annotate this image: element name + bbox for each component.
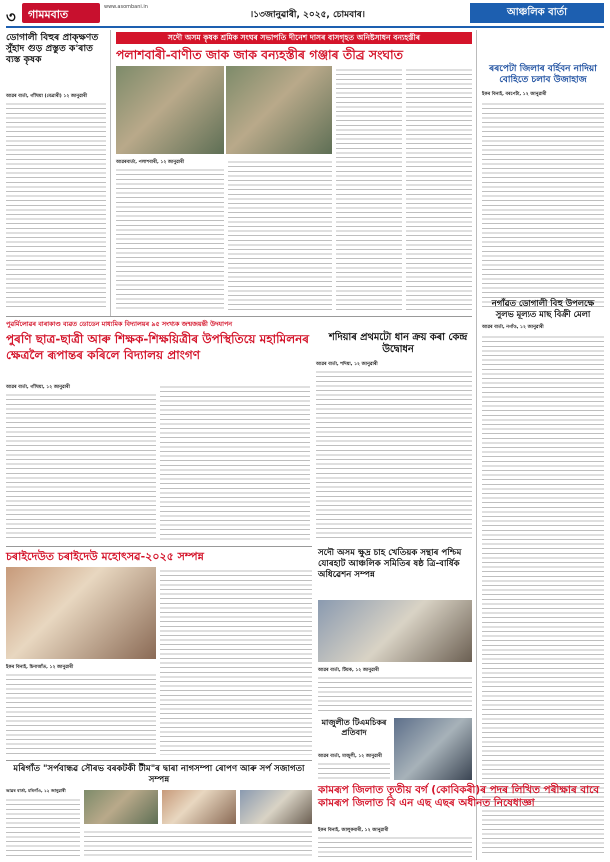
festival-photo (6, 567, 156, 659)
festival-story-body-col1 (6, 671, 156, 755)
masthead-name: গামমবাত (28, 8, 69, 21)
right-mid-body (482, 333, 604, 543)
website-url: www.asombani.in (104, 4, 148, 10)
right-mid-headline: নগাঁৱত ডোগালী বিহু উপলক্ষে সুলভ মূল্যত মাছ বিক্ৰী মেলা (491, 298, 595, 319)
exam-story-headline: কামৰূপ জিলাত তৃতীয় বৰ্গ (কোবিকৰী)ৰ পদৰ লিখিত পৰীক্ষাৰ বাবে কামৰূপ জিলাত বি এন এছ এছৰ অধীনত নিষেধাজ্ঞা (318, 784, 600, 809)
page-number: ৩ (6, 8, 16, 26)
masthead-logo (22, 3, 100, 23)
tea-story-headline: সদৌ অসম ক্ষুদ্ৰ চাহ খেতিয়ক সন্থাৰ পশ্চিম যোৰহাট আঞ্চলিক সমিতিৰ ষষ্ঠ ত্ৰি-বাৰ্ষিক অধিৱেশন সম্পন্ন (318, 548, 462, 580)
right-top-headline: ৰৰপেটা জিলাৰ বৰ্হিবন নাদিয়া বোহিতে চলাব উজাহাজ (489, 64, 597, 85)
header-rule (6, 26, 604, 28)
snake-story-byline: আৱৰ বাৰ্তা, মৰিগাঁও, ১২ জানুৱাৰী (6, 788, 66, 793)
festival-story-body-col2 (160, 567, 312, 755)
top-story-body-col2 (228, 158, 332, 310)
snake-event-photo-1 (84, 790, 158, 824)
school-story-kicker: পুৱৰ্মিলোৱৰ বাৰাকাণ্ড ব্যৱত ডোডেন মাধ্যমিক বিদ্যালয়ৰ ৯৫ সংখ্যক জন্মজয়ন্তী উদযাপন (6, 320, 233, 328)
snake-story-body (6, 796, 80, 856)
school-story-headline: পুৰণি ছাত্ৰ-ছাত্ৰী আৰু শিক্ষক-শিক্ষয়িত্ৰীৰ উপস্থিতিয়ে মহামিলনৰ ক্ষেত্ৰলৈ ৰূপান্তৰ কৰিলে বিদ্যালয় প্ৰাংগণ (6, 332, 310, 362)
festival-story-byline: ইকৰ বিনাই, চিনাআঁত, ১২ জানুৱাৰী (6, 665, 74, 670)
elephant-photo (116, 66, 224, 154)
tea-story-body (318, 674, 472, 714)
top-story-kicker: সদৌ অসম কৃষক শ্ৰমিক সংঘৰ সভাপতি দীনেশ দাসৰ বাসগৃহত অনিষ্টসাধন বন্যহস্তীৰ (116, 32, 472, 44)
page-header (0, 0, 610, 26)
tea-meeting-photo (318, 600, 472, 662)
right-top-byline: ইকৰ বিনাই, বৰপেটা, ১২ জানুৱাৰী (482, 92, 547, 97)
exam-story-byline: ইকৰ বিনাই, জালুকবাৰী, ১২ জানুৱাৰী (318, 828, 389, 833)
majuli-story-byline: আৱৰ বাৰ্তা, মাজুলী, ১২ জানুৱাৰী (318, 754, 382, 759)
snake-story-body-2 (84, 828, 312, 856)
left-story-headline: ডোগালী বিহুৰ প্ৰাক্‌ক্ষণত সুঁহাদ গুড় প্ৰস্তুত ক'ৰাত ব্যস্ত কৃষক (6, 32, 99, 65)
left-story-body (6, 100, 106, 310)
majuli-story-headline: মাজুলীত টিএমচিকৰ প্ৰতিবাদ (321, 718, 387, 737)
right-column-divider (476, 30, 477, 860)
top-story-body-col1 (116, 166, 224, 310)
paddy-story-body (316, 368, 472, 538)
protest-photo (394, 718, 472, 780)
top-story-body-col4 (406, 66, 472, 310)
snake-event-photo-2 (162, 790, 236, 824)
majuli-story-body (318, 760, 390, 780)
snake-story-headline: মৰিগাঁত "সৰ্পবান্ধৱ সৌৰভ বৰকটকী টীম"ৰ দ্বাৰা নাগসম্পা ৰোপণ আৰু সৰ্প সজাগতা সম্পন্ন (13, 764, 305, 785)
section-divider-3 (6, 760, 312, 761)
section-divider (6, 316, 472, 317)
exam-story-body (318, 834, 472, 858)
top-story-byline: আৱৰবাৰ্তা, পলাশবাৰী, ১২ জানুৱাৰী (116, 160, 185, 165)
school-story-byline: আৱৰ বাৰ্তা, গাঁথিয়া, ১২ জানুৱাৰী (6, 385, 70, 390)
snake-event-photo-3 (240, 790, 312, 824)
elephant-herd-photo (226, 66, 332, 154)
school-story-body-col2 (160, 383, 310, 541)
right-mid-story (482, 298, 604, 543)
section-label: আঞ্চলিক বাৰ্তা (470, 3, 604, 23)
top-story-body-col3 (336, 66, 402, 310)
left-column-story (6, 32, 106, 312)
right-top-body (482, 100, 604, 310)
section-divider-2 (6, 546, 312, 547)
column-divider (110, 30, 111, 316)
right-mid-byline: আৱৰ বাৰ্তা, নগাঁও, ১২ জানুৱাৰী (482, 325, 544, 330)
top-story-headline: পলাশবাৰী-বাণীত জাক জাক বন্যহস্তীৰ গঞ্জাৰ তীব্ৰ সংঘাত (116, 47, 403, 62)
tea-story-byline: আৱৰ বাৰ্তা, টিয়ক, ১২ জানুৱাৰী (318, 668, 379, 673)
festival-story-headline: চৰাইদেউত চৰাইদেউ মহোৎসৱ-২০২৫ সম্পন্ন (6, 550, 204, 563)
right-top-story (482, 64, 604, 310)
school-story-body-col1 (6, 391, 156, 541)
date-line: ।১৩জানুৱাৰী, ২০২৫, চোমবাৰ। (250, 10, 365, 20)
left-story-byline: আৱৰ বাৰ্তা, গাঁথিয়া (বেত্ৰাৰী) ১২ জানুৱাৰী (6, 94, 88, 99)
paddy-story-headline: শদিয়াৰ প্ৰথমটো ধান ক্ৰয় কৰা কেন্দ্ৰ উদ্বোধন (328, 332, 468, 355)
paddy-story-byline: আৱৰ বাৰ্তা, শদিয়া, ১২ জানুৱাৰী (316, 362, 378, 367)
